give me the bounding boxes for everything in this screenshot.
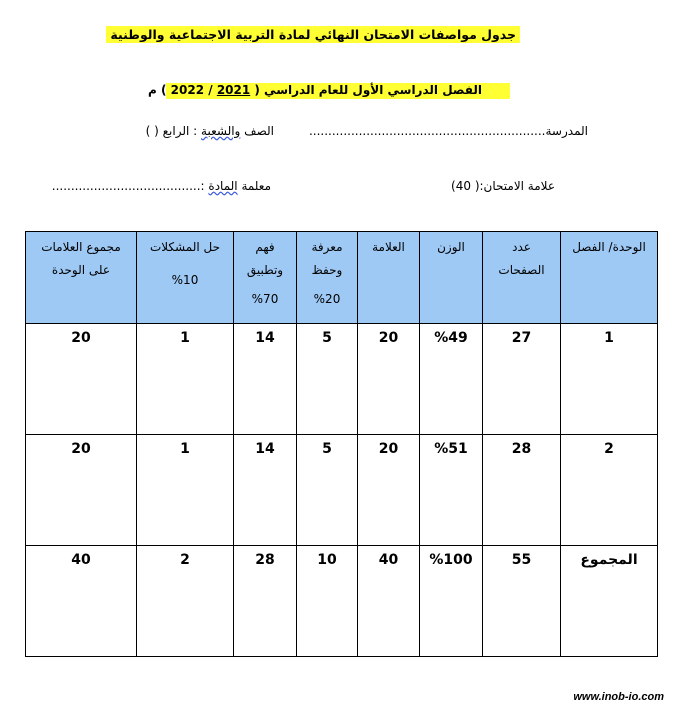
header-unit: الوحدة/ الفصل [561,232,658,324]
cell-pages: 28 [483,435,561,546]
cell-understanding: 14 [234,435,297,546]
header-problem-solving: حل المشكلات %10 [137,232,234,324]
exam-mark: علامة الامتحان:( 40) [451,179,555,193]
cell-understanding: 28 [234,546,297,657]
cell-problem-solving: 1 [137,324,234,435]
cell-knowledge: 5 [297,435,358,546]
teacher-label-a: معلمة [237,179,271,193]
cell-weight: %49 [420,324,483,435]
cell-mark: 20 [358,435,420,546]
cell-unit: 2 [561,435,658,546]
school-dots: .............................................................. [308,124,546,138]
header-total: مجموع العلامات على الوحدة [26,232,137,324]
teacher-dots: :....................................... [51,179,209,193]
semester-suffix: ) م [148,83,171,97]
table-header-row [26,232,658,324]
spec-table [25,231,658,657]
header-understanding: فهم وتطبيق %70 [234,232,297,324]
cell-knowledge: 10 [297,546,358,657]
grade-label-a: الصف [240,124,274,138]
cell-mark: 40 [358,546,420,657]
school-field [309,124,588,138]
semester-line [148,83,510,99]
grade-field [146,124,274,138]
cell-problem-solving: 2 [137,546,234,657]
header-knowledge: معرفة وحفظ %20 [297,232,358,324]
school-label: المدرسة [545,124,588,138]
table-row [26,324,658,435]
cell-total: 20 [26,435,137,546]
header-mark: العلامة [358,232,420,324]
cell-weight: %100 [420,546,483,657]
footer-url: www.inob-io.com [573,691,664,703]
cell-problem-solving: 1 [137,435,234,546]
cell-total: 40 [26,546,137,657]
year-end: 2022 [170,83,205,97]
cell-unit: 1 [561,324,658,435]
semester-prefix: الفصل الدراسي الأول للعام الدراسي ( [250,83,482,97]
teacher-field [52,179,271,193]
cell-understanding: 14 [234,324,297,435]
year-start: 2021 [216,83,251,97]
grade-label-b: والشعبة [201,124,241,138]
semester-mid: / [204,83,217,97]
teacher-label-b: المادة [208,179,238,193]
cell-total: 20 [26,324,137,435]
cell-pages: 27 [483,324,561,435]
cell-unit: المجموع [561,546,658,657]
grade-value: : الرابع ( ) [145,124,202,138]
cell-knowledge: 5 [297,324,358,435]
table-row [26,546,658,657]
cell-weight: %51 [420,435,483,546]
header-pages: عدد الصفحات [483,232,561,324]
header-weight: الوزن [420,232,483,324]
cell-mark: 20 [358,324,420,435]
table-row [26,435,658,546]
cell-pages: 55 [483,546,561,657]
page-title: جدول مواصفات الامتحان النهائي لمادة التربية الاجتماعية والوطنية [106,26,520,43]
